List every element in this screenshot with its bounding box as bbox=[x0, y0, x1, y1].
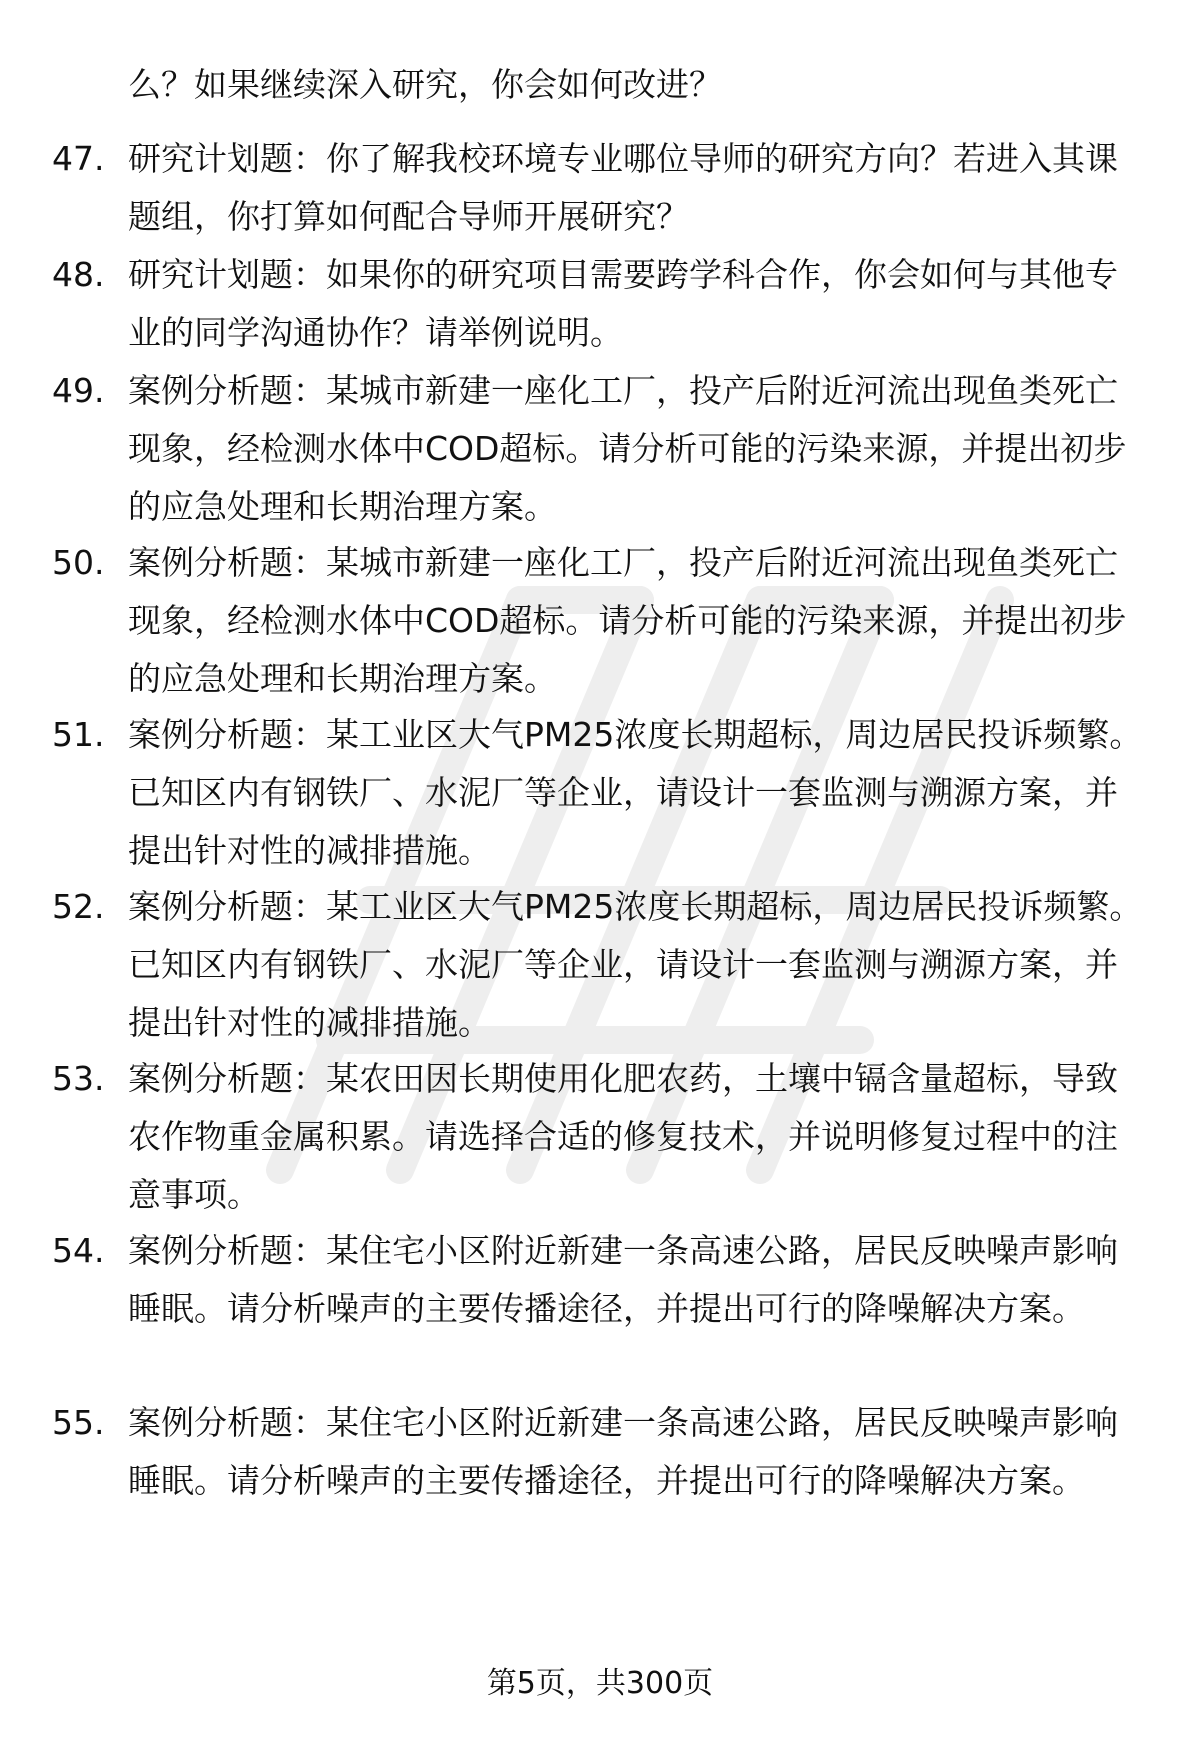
question-number: 48. bbox=[52, 255, 105, 294]
question-number: 47. bbox=[52, 139, 105, 178]
question-text: 研究计划题：如果你的研究项目需要跨学科合作，你会如何与其他专业的同学沟通协作？请举例说明。 bbox=[128, 255, 1118, 352]
question-number: 51. bbox=[52, 715, 105, 754]
question-number: 49. bbox=[52, 371, 105, 410]
question-text: 案例分析题：某工业区大气PM25浓度长期超标，周边居民投诉频繁。已知区内有钢铁厂、水泥厂等企业，请设计一套监测与溯源方案，并提出针对性的减排措施。 bbox=[128, 887, 1143, 1042]
continued-question-text: 么？如果继续深入研究，你会如何改进？ bbox=[128, 65, 722, 104]
question-text: 案例分析题：某住宅小区附近新建一条高速公路，居民反映噪声影响睡眠。请分析噪声的主要传播途径，并提出可行的降噪解决方案。 bbox=[128, 1231, 1118, 1328]
question-text: 案例分析题：某城市新建一座化工厂，投产后附近河流出现鱼类死亡现象，经检测水体中COD超标。请分析可能的污染来源，并提出初步的应急处理和长期治理方案。 bbox=[128, 371, 1127, 526]
question-number: 53. bbox=[52, 1059, 105, 1098]
question-text: 案例分析题：某工业区大气PM25浓度长期超标，周边居民投诉频繁。已知区内有钢铁厂、水泥厂等企业，请设计一套监测与溯源方案，并提出针对性的减排措施。 bbox=[128, 715, 1143, 870]
question-text: 案例分析题：某住宅小区附近新建一条高速公路，居民反映噪声影响睡眠。请分析噪声的主要传播途径，并提出可行的降噪解决方案。 bbox=[128, 1403, 1118, 1500]
question-number: 50. bbox=[52, 543, 105, 582]
question-number: 52. bbox=[52, 887, 105, 926]
question-text: 案例分析题：某农田因长期使用化肥农药，土壤中镉含量超标，导致农作物重金属积累。请选择合适的修复技术，并说明修复过程中的注意事项。 bbox=[128, 1059, 1118, 1214]
question-text: 案例分析题：某城市新建一座化工厂，投产后附近河流出现鱼类死亡现象，经检测水体中COD超标。请分析可能的污染来源，并提出初步的应急处理和长期治理方案。 bbox=[128, 543, 1127, 698]
question-text: 研究计划题：你了解我校环境专业哪位导师的研究方向？若进入其课题组，你打算如何配合导师开展研究？ bbox=[128, 139, 1118, 236]
page-footer: 第5页，共300页 bbox=[486, 1666, 714, 1701]
question-number: 55. bbox=[52, 1403, 105, 1442]
question-number: 54. bbox=[52, 1231, 105, 1270]
